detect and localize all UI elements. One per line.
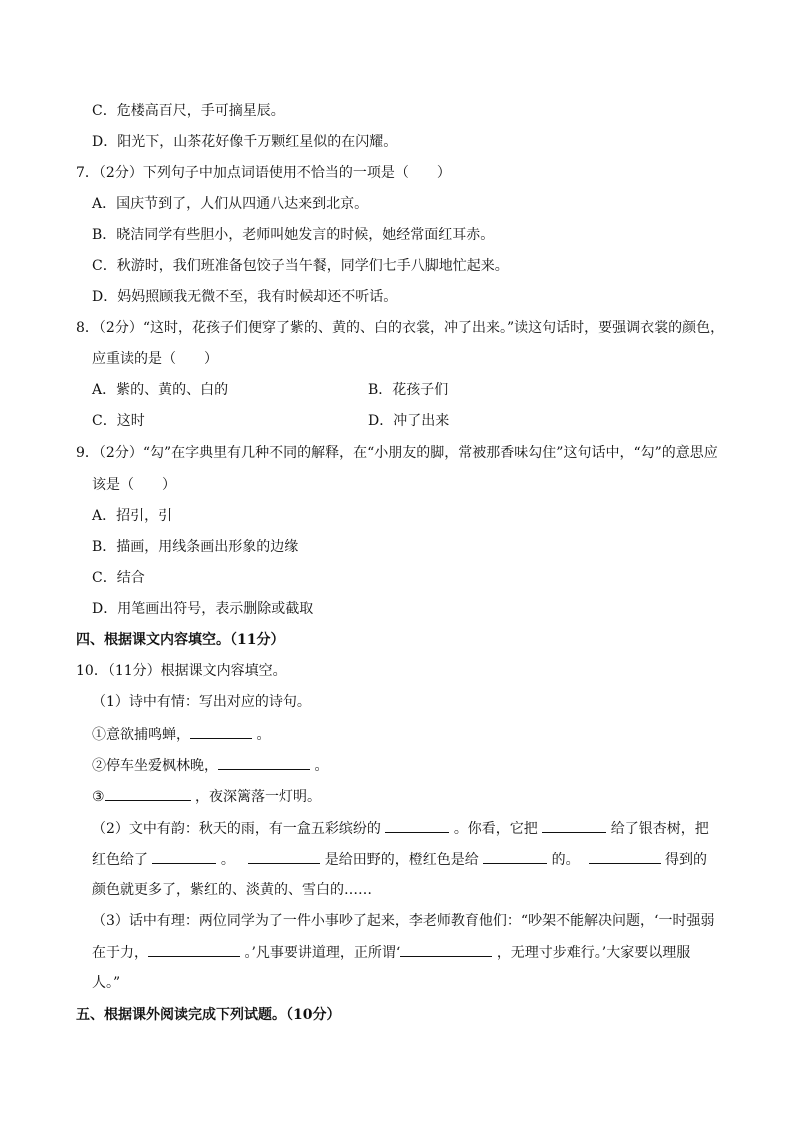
q10-poem2 <box>92 755 328 776</box>
part3-text-b: 在于力， <box>92 945 148 961</box>
q8-stem-line1: 8．（2分）“这时，花孩子们便穿了紫的、黄的、白的衣裳，冲了出来。”读这句话时，要强调衣裳的颜色， <box>76 320 725 336</box>
q10-part2-line3: 颜色就更多了，紫红的、淡黄的、雪白的…… <box>92 882 372 898</box>
q8-option-b: B．花孩子们 <box>368 382 449 398</box>
q9-stem-line1: 9．（2分）“勾”在字典里有几种不同的解释，在“小朋友的脚，常被那香味勾住”这句话中，“勾”的意思应 <box>76 445 718 461</box>
q7-option-d: D．妈妈照顾我无微不至，我有时候却还不听话。 <box>92 289 398 305</box>
q7-option-b: B．晓洁同学有些胆小，老师叫她发言的时候，她经常面红耳赤。 <box>92 227 495 243</box>
poem2-end: 。 <box>314 758 329 774</box>
q10-poem1 <box>92 724 270 745</box>
q9-stem-line2: 该是（ ） <box>92 477 176 493</box>
q6-option-d: D．阳光下，山茶花好像千万颗红星似的在闪耀。 <box>92 134 398 150</box>
part2-blank-2[interactable] <box>542 818 606 833</box>
q8-option-a: A．紫的、黄的、白的 <box>92 382 229 398</box>
part2-text-b: 。你看，它把 <box>453 821 538 837</box>
part2-blank-1[interactable] <box>385 818 449 833</box>
part3-text-c: 。’凡事要讲道理，正所谓‘ <box>244 945 401 961</box>
q10-part3-line1: （3）话中有理：两位同学为了一件小事吵了起来，李老师教育他们：“吵架不能解决问题，‘一时强弱 <box>92 913 715 929</box>
part3-text-d: ，无理寸步难行。’大家要以理服 <box>496 945 691 961</box>
q9-option-c: C．结合 <box>92 570 145 586</box>
part2-text-f: 是给田野的，橙红色是给 <box>324 852 479 868</box>
q10-part2-line2 <box>92 849 707 870</box>
part2-blank-6[interactable] <box>589 849 661 864</box>
part2-text-a: （2）文中有韵：秋天的雨，有一盒五彩缤纷的 <box>92 821 381 837</box>
q9-option-b: B．描画，用线条画出形象的边缘 <box>92 539 299 555</box>
poem1-text: ①意欲捕鸣蝉， <box>92 727 190 743</box>
part2-blank-3[interactable] <box>152 849 216 864</box>
q10-stem: 10．（11分）根据课文内容填空。 <box>76 663 287 679</box>
poem3-marker: ③ <box>92 789 105 805</box>
q10-part3-line3: 人。” <box>92 975 121 991</box>
q9-option-d: D．用笔画出符号，表示删除或截取 <box>92 601 314 617</box>
poem3-text: ，夜深篱落一灯明。 <box>195 789 322 805</box>
q10-poem3 <box>92 786 321 807</box>
part2-text-e: 。 <box>220 852 235 868</box>
poem2-blank[interactable] <box>218 755 310 770</box>
section-4-heading: 四、根据课文内容填空。（11分） <box>76 632 285 648</box>
section-5-heading: 五、根据课外阅读完成下列试题。（10分） <box>76 1007 341 1023</box>
q6-option-c: C．危楼高百尺，手可摘星辰。 <box>92 103 285 119</box>
poem1-blank[interactable] <box>190 724 252 739</box>
part3-blank-1[interactable] <box>148 942 240 957</box>
q8-stem-line2: 应重读的是（ ） <box>92 351 218 367</box>
part3-blank-2[interactable] <box>400 942 492 957</box>
poem1-end: 。 <box>256 727 271 743</box>
q10-part1-intro: （1）诗中有情：写出对应的诗句。 <box>92 694 311 710</box>
part2-text-g: 的。 <box>551 852 580 868</box>
part2-text-c: 给了银杏树，把 <box>610 821 709 837</box>
part2-text-d: 红色给了 <box>92 852 148 868</box>
part2-blank-5[interactable] <box>483 849 547 864</box>
q7-stem: 7．（2分）下列句子中加点词语使用不恰当的一项是（ ） <box>76 165 451 181</box>
part2-blank-4[interactable] <box>248 849 320 864</box>
part2-text-h: 得到的 <box>664 852 707 868</box>
q7-option-c: C．秋游时，我们班准备包饺子当午餐，同学们七手八脚地忙起来。 <box>92 258 509 274</box>
q10-part3-line2 <box>92 942 690 963</box>
q7-option-a: A．国庆节到了，人们从四通八达来到北京。 <box>92 196 369 212</box>
poem2-text: ②停车坐爱枫林晚， <box>92 758 218 774</box>
q10-part2-line1 <box>92 818 709 839</box>
poem3-blank[interactable] <box>105 786 191 801</box>
q8-option-c: C．这时 <box>92 413 145 429</box>
q8-option-d: D．冲了出来 <box>368 413 450 429</box>
q9-option-a: A．招引，引 <box>92 508 173 524</box>
